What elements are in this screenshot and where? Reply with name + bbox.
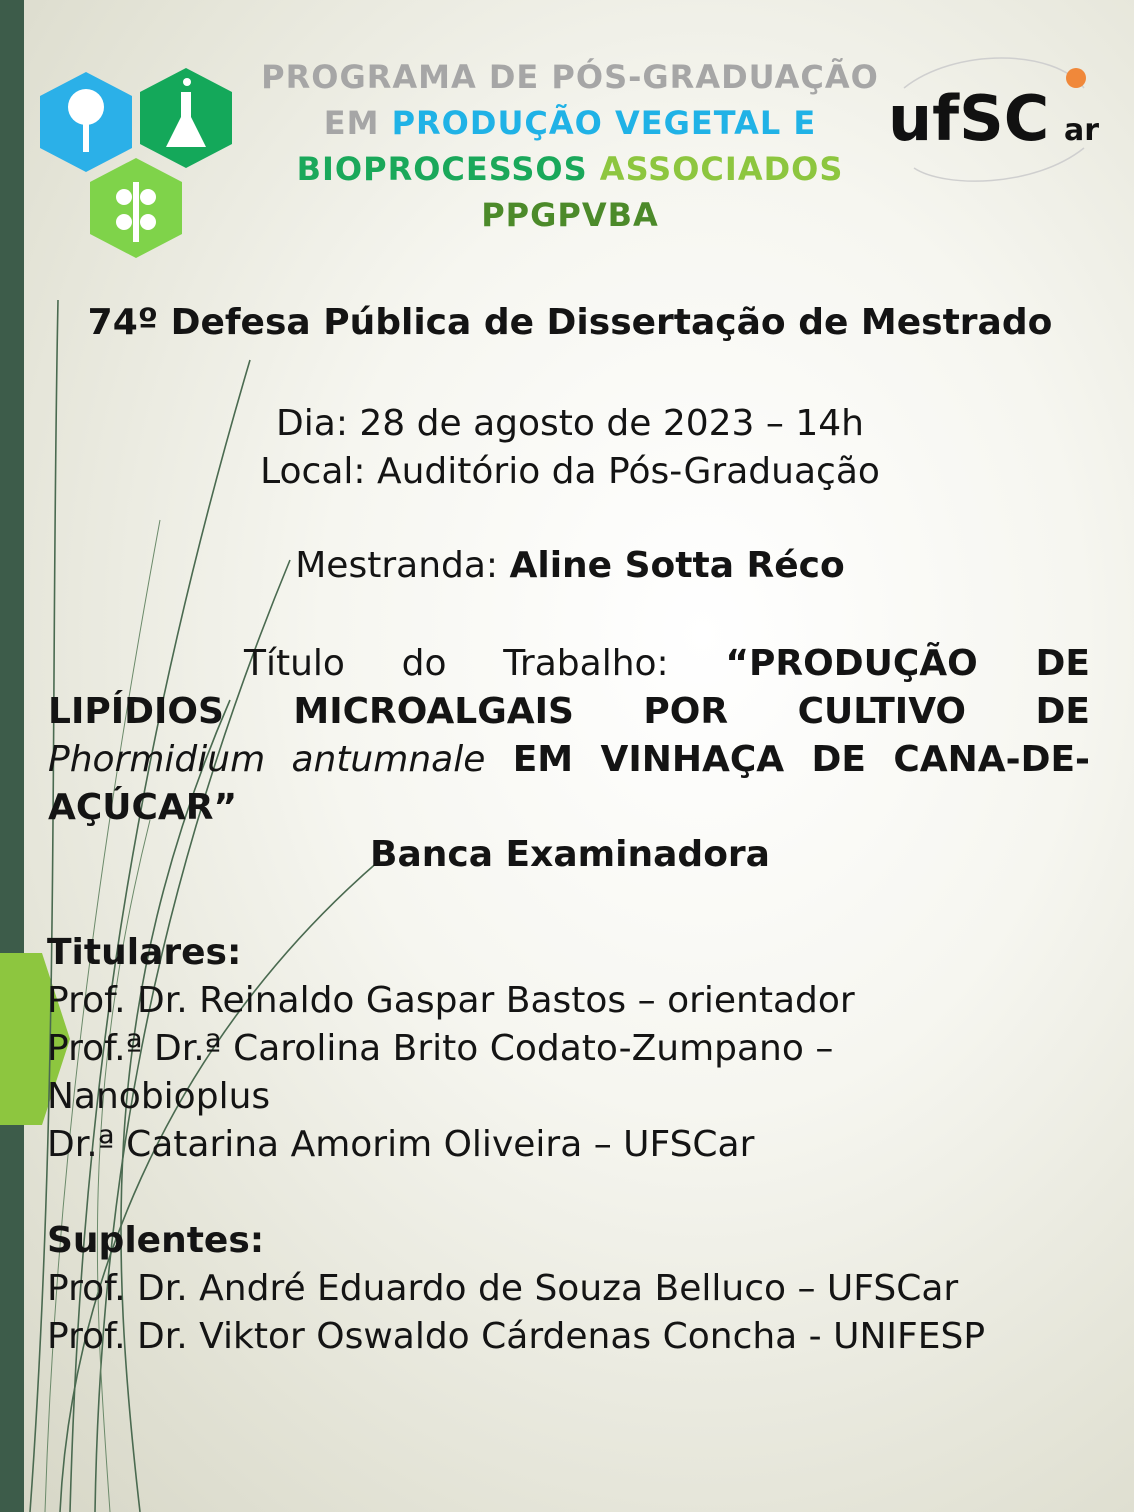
event-details	[60, 400, 1080, 496]
work-title-part1: “PRODUÇÃO DE LIPÍDIOS MICROALGAIS POR CULTIVO DE	[48, 643, 1090, 732]
list-item: Prof. Dr. André Eduardo de Souza Belluco – UFSCar	[47, 1268, 959, 1309]
program-logo-hexagons	[36, 62, 236, 262]
titulares-label: Titulares:	[47, 932, 242, 973]
ufscar-text: ufSC	[888, 82, 1050, 155]
event-title: 74º Defesa Pública de Dissertação de Mestrado	[87, 302, 1053, 343]
list-item: Prof. Dr. Viktor Oswaldo Cárdenas Concha - UNIFESP	[47, 1316, 986, 1357]
suplentes-label: Suplentes:	[47, 1220, 265, 1261]
work-title-part2: EM VINHAÇA DE CANA-DE-AÇÚCAR”	[48, 739, 1090, 828]
ufscar-logo	[884, 48, 1106, 188]
header-line-2: EM PRODUÇÃO VEGETAL E	[323, 104, 817, 142]
student-label: Mestranda:	[295, 545, 510, 586]
header-line-3: BIOPROCESSOS ASSOCIADOS	[296, 150, 844, 188]
list-item: Nanobioplus	[47, 1076, 271, 1117]
work-title-species: Phormidium antumnale	[48, 739, 486, 780]
committee-heading: Banca Examinadora	[370, 834, 770, 875]
ufscar-orange-dot-icon	[1066, 68, 1086, 88]
event-date: Dia: 28 de agosto de 2023 – 14h	[276, 403, 864, 444]
work-label: Título do Trabalho:	[244, 643, 726, 684]
titulares-list	[47, 929, 855, 1169]
ufscar-text-sub: ar	[1064, 113, 1100, 148]
program-header	[240, 54, 900, 238]
sidebar-stripe	[0, 0, 24, 1512]
suplentes-list	[47, 1217, 985, 1361]
header-acronym: PPGPVBA	[481, 196, 659, 234]
list-item: Dr.ª Catarina Amorim Oliveira – UFSCar	[47, 1124, 755, 1165]
student-line	[60, 545, 1080, 586]
header-line-1: PROGRAMA DE PÓS-GRADUAÇÃO	[261, 58, 879, 96]
list-item: Prof. Dr. Reinaldo Gaspar Bastos – orientador	[47, 980, 855, 1021]
work-title-block	[48, 640, 1090, 832]
event-location: Local: Auditório da Pós-Graduação	[260, 451, 880, 492]
list-item: Prof.ª Dr.ª Carolina Brito Codato-Zumpano –	[47, 1028, 834, 1069]
student-name: Aline Sotta Réco	[509, 545, 845, 586]
